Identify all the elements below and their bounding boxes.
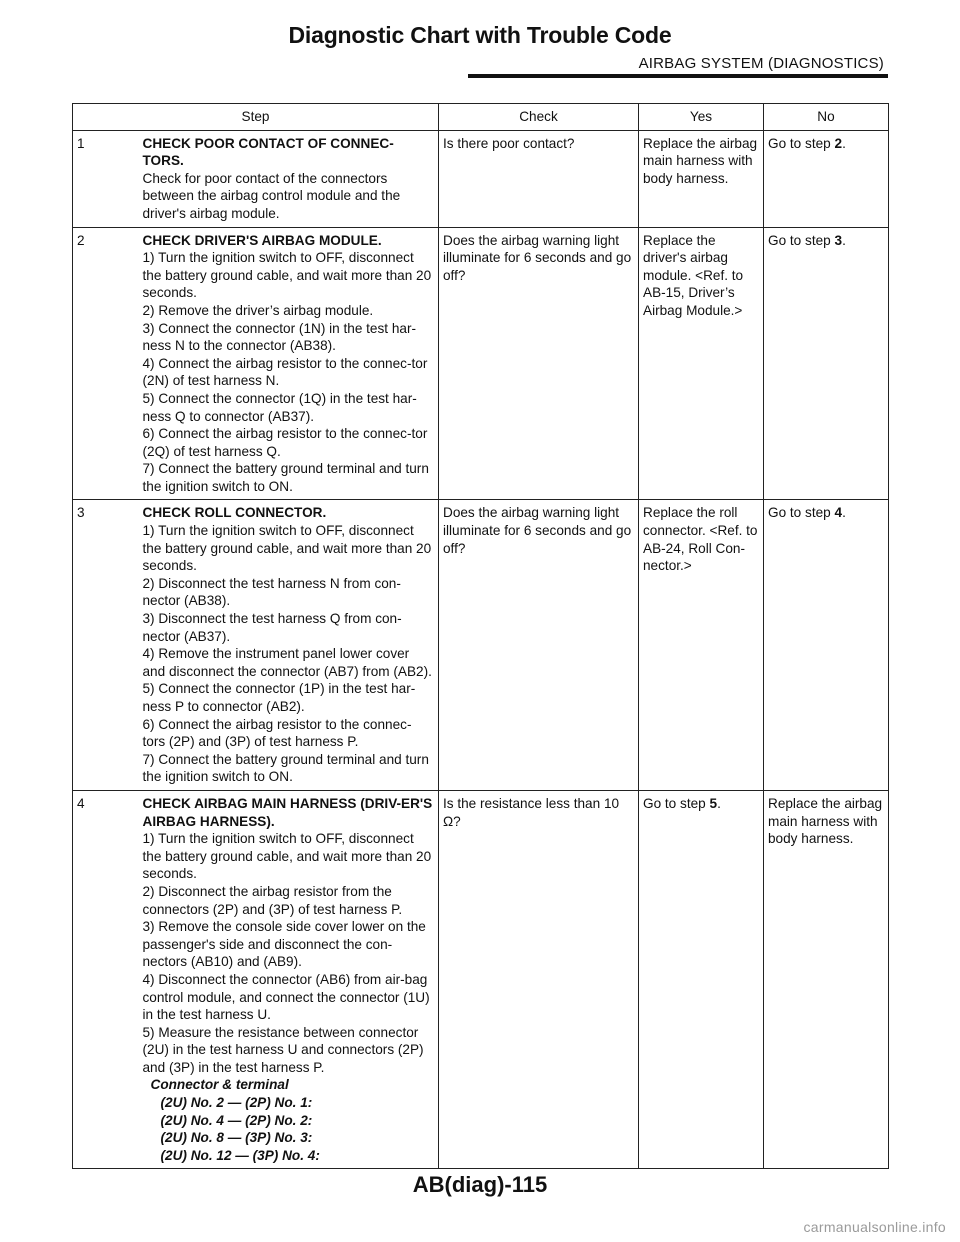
yes-cell: Replace the driver's airbag module. <Ref. to AB-15, Driver’s Airbag Module.> <box>639 227 764 500</box>
no-suffix: . <box>842 232 846 248</box>
table-header-row <box>73 104 889 131</box>
step-title: CHECK ROLL CONNECTOR. <box>142 505 327 521</box>
step-number: 3 <box>73 500 143 791</box>
header-yes: Yes <box>639 104 764 131</box>
no-suffix: . <box>842 505 846 521</box>
step-line: 3) Remove the console side cover lower on the passenger's side and disconnect the con-nectors (AB10) and (AB9). <box>142 919 426 970</box>
step-line: 5) Measure the resistance between connector (2U) in the test harness U and connectors (2P) and (3P) in the test harness P. <box>142 1024 424 1075</box>
step-line: 5) Connect the connector (1Q) in the test har-ness Q to connector (AB37). <box>142 390 417 424</box>
step-title: CHECK AIRBAG MAIN HARNESS (DRIV-ER'S AIRBAG HARNESS). <box>142 795 433 829</box>
no-prefix: Go to step <box>768 232 835 248</box>
table-row <box>73 790 889 1168</box>
table-row <box>73 130 889 227</box>
step-procedure <box>143 500 439 791</box>
step-line: 1) Turn the ignition switch to OFF, disconnect the battery ground cable, and wait more than 20 seconds. <box>142 523 432 574</box>
no-cell <box>764 227 889 500</box>
spec-item: (2U) No. 2 — (2P) No. 1: <box>160 1095 313 1111</box>
watermark: carmanualsonline.info <box>803 1219 946 1235</box>
diagnostic-table <box>72 103 889 1169</box>
step-line: 4) Remove the instrument panel lower cover and disconnect the connector (AB7) from (AB2). <box>142 646 432 679</box>
step-procedure <box>143 790 439 1168</box>
step-line: 6) Connect the airbag resistor to the connec-tors (2P) and (3P) of test harness P. <box>142 716 412 750</box>
step-line: 6) Connect the airbag resistor to the connec-tor (2Q) of test harness Q. <box>142 426 428 459</box>
no-cell <box>764 130 889 227</box>
step-procedure <box>143 227 439 500</box>
check-cell: Is the resistance less than 10 Ω? <box>439 790 639 1168</box>
yes-cell: Replace the roll connector. <Ref. to AB-24, Roll Con-nector.> <box>639 500 764 791</box>
no-suffix: . <box>842 135 846 151</box>
spec-item: (2U) No. 4 — (2P) No. 2: <box>160 1112 313 1128</box>
no-cell: Replace the airbag main harness with body harness. <box>764 790 889 1168</box>
page-title: Diagnostic Chart with Trouble Code <box>288 22 672 48</box>
header-check: Check <box>439 104 639 131</box>
spec-title: Connector & terminal <box>150 1077 289 1093</box>
step-number: 2 <box>73 227 143 500</box>
header-rule <box>468 74 888 78</box>
no-step-ref: 3 <box>834 232 843 248</box>
step-line: 4) Connect the airbag resistor to the connec-tor (2N) of test harness N. <box>142 355 428 389</box>
no-prefix: Go to step <box>768 505 835 521</box>
check-cell: Does the airbag warning light illuminate for 6 seconds and go off? <box>439 500 639 791</box>
step-line: 2) Disconnect the test harness N from con-nector (AB38). <box>142 575 401 609</box>
section-title: AIRBAG SYSTEM (DIAGNOSTICS) <box>638 55 884 72</box>
step-line: 2) Disconnect the airbag resistor from the connectors (2P) and (3P) of test harness P. <box>142 883 403 917</box>
step-line: 7) Connect the battery ground terminal and turn the ignition switch to ON. <box>142 751 429 785</box>
spec-item: (2U) No. 8 — (3P) No. 3: <box>160 1130 313 1146</box>
step-line: 1) Turn the ignition switch to OFF, disconnect the battery ground cable, and wait more than 20 seconds. <box>142 250 432 301</box>
step-line: 7) Connect the battery ground terminal and turn the ignition switch to ON. <box>142 461 429 494</box>
step-line: 2) Remove the driver’s airbag module. <box>142 302 374 318</box>
step-line: 1) Turn the ignition switch to OFF, disconnect the battery ground cable, and wait more than 20 seconds. <box>142 831 432 882</box>
check-cell: Does the airbag warning light illuminate for 6 seconds and go off? <box>439 227 639 500</box>
spec-item: (2U) No. 12 — (3P) No. 4: <box>160 1147 320 1163</box>
table-row <box>73 500 889 791</box>
step-number: 4 <box>73 790 143 1168</box>
step-number: 1 <box>73 130 143 227</box>
table-row <box>73 227 889 500</box>
step-title: CHECK DRIVER'S AIRBAG MODULE. <box>142 232 382 248</box>
header-step: Step <box>73 104 439 131</box>
step-title: CHECK POOR CONTACT OF CONNEC-TORS. <box>142 135 394 169</box>
step-line: 4) Disconnect the connector (AB6) from air-bag control module, and connect the connector (1U) in the test harness U. <box>142 971 430 1023</box>
yes-step-ref: 5 <box>709 795 718 811</box>
no-step-ref: 4 <box>834 505 843 521</box>
header-no: No <box>764 104 889 131</box>
page-number: AB(diag)-115 <box>412 1172 548 1197</box>
step-line: 3) Disconnect the test harness Q from con-nector (AB37). <box>142 611 402 644</box>
no-step-ref: 2 <box>834 135 843 151</box>
step-line: Check for poor contact of the connectors between the airbag control module and the driver's airbag module. <box>142 170 401 221</box>
step-procedure <box>143 130 439 227</box>
diagnostic-table-wrapper <box>72 103 888 1169</box>
yes-cell <box>639 790 764 1168</box>
yes-cell: Replace the airbag main harness with body harness. <box>639 130 764 227</box>
no-prefix: Go to step <box>768 135 835 151</box>
step-line: 3) Connect the connector (1N) in the test har-ness N to the connector (AB38). <box>142 320 417 354</box>
check-cell: Is there poor contact? <box>439 130 639 227</box>
step-line: 5) Connect the connector (1P) in the test har-ness P to connector (AB2). <box>142 681 416 714</box>
yes-prefix: Go to step <box>643 795 710 811</box>
yes-suffix: . <box>717 795 721 811</box>
no-cell <box>764 500 889 791</box>
